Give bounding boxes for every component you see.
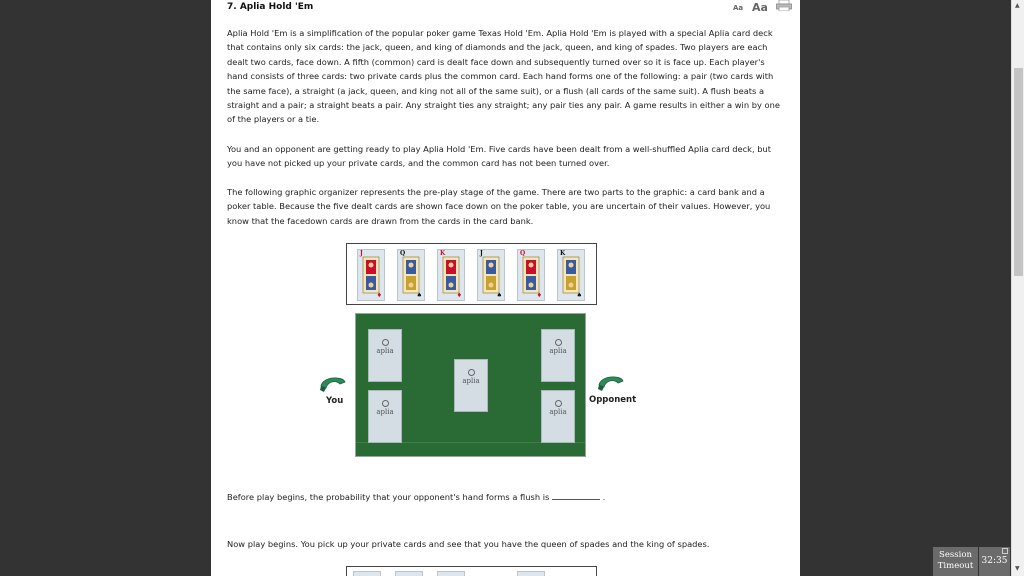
aplia-logo-icon xyxy=(382,339,389,346)
play-begins-paragraph: Now play begins. You pick up your private cards and see that you have the queen of spades and the king of spades. xyxy=(227,539,710,549)
card-rank: J xyxy=(480,250,483,257)
card-suit: ♠ xyxy=(416,292,422,299)
scroll-up-arrow-icon[interactable]: ▲ xyxy=(1015,2,1020,9)
bank-card xyxy=(397,249,425,301)
poker-table xyxy=(355,313,586,457)
session-label-line2: Timeout xyxy=(937,561,974,571)
card-bank-partial xyxy=(346,566,597,576)
card-suit: ♦ xyxy=(456,292,462,299)
card-face-icon xyxy=(522,256,540,294)
intro-paragraph: Aplia Hold 'Em is a simplification of the popular poker game Texas Hold 'Em. Aplia Hold 'Em is played with a special Aplia card deck that contains only six cards: the jack, queen, and king of diamonds and the jack, queen, and king of spades. Two players are each dealt two cards, face down. A fifth (common) card is dealt face down and subsequently turned over so it is face up. Each player's hand consists of three cards: two private cards plus the common card. Each hand forms one of the following: a pair (two cards with the same face), a straight (a jack, queen, and king not all of the same suit), or a flush (all cards of the same suit). A flush beats a straight and a pair; a straight beats a pair. Any straight ties any straight; any pair ties any pair. A game results in either a win by one of the players or a tie. xyxy=(227,28,780,125)
session-timer xyxy=(979,547,1010,576)
bank-card xyxy=(477,249,505,301)
card-logo: aplia xyxy=(462,377,480,385)
opponent-card-1 xyxy=(541,329,575,382)
print-icon[interactable] xyxy=(776,0,792,11)
card-rank: K xyxy=(440,250,446,257)
bank-card xyxy=(437,249,465,301)
vertical-scrollbar[interactable] xyxy=(1011,0,1024,576)
session-label-line1: Session xyxy=(939,550,972,560)
bank-card-partial xyxy=(353,571,381,576)
aplia-logo-icon xyxy=(555,400,562,407)
opponent-label: Opponent xyxy=(589,395,637,405)
scroll-thumb[interactable] xyxy=(1014,68,1023,276)
card-logo: aplia xyxy=(376,408,394,416)
card-face-icon xyxy=(482,256,500,294)
session-timeout-label xyxy=(933,547,978,576)
card-suit: ♠ xyxy=(496,292,502,299)
card-logo: aplia xyxy=(549,408,567,416)
visor-icon xyxy=(318,372,348,396)
scroll-down-arrow-icon[interactable]: ▼ xyxy=(1015,565,1020,572)
aplia-logo-icon xyxy=(382,400,389,407)
probability-answer-blank[interactable] xyxy=(552,491,600,500)
card-face-icon xyxy=(402,256,420,294)
your-card-2 xyxy=(368,390,402,443)
question-title: 7. Aplia Hold 'Em xyxy=(227,2,314,12)
card-face-icon xyxy=(442,256,460,294)
bank-card xyxy=(557,249,585,301)
timer-value: 32:35 xyxy=(981,556,1008,566)
bank-card xyxy=(517,249,545,301)
your-card-1 xyxy=(368,329,402,382)
flush-probability-question xyxy=(227,490,785,504)
you-label: You xyxy=(326,396,344,406)
increase-font-button[interactable]: Aa xyxy=(752,1,768,14)
card-face-icon xyxy=(562,256,580,294)
bank-card-partial xyxy=(437,571,465,576)
bank-card-partial xyxy=(395,571,423,576)
card-rank: J xyxy=(360,250,363,257)
decrease-font-button[interactable]: Aa xyxy=(733,4,744,12)
common-card xyxy=(454,359,488,412)
aplia-logo-icon xyxy=(468,369,475,376)
card-rank: K xyxy=(560,250,566,257)
card-bank xyxy=(346,243,597,305)
bank-card-partial xyxy=(517,571,545,576)
card-suit: ♠ xyxy=(576,292,582,299)
card-rank: Q xyxy=(400,250,406,257)
graphic-paragraph: The following graphic organizer represents the pre-play stage of the game. There are two parts to the graphic: a card bank and a poker table. Because the five dealt cards are shown face down on the poker table, you are uncertain of their values. However, you know that the facedown cards are drawn from the cards in the card bank. xyxy=(227,187,771,226)
question-text: Before play begins, the probability that your opponent's hand forms a flush is xyxy=(227,492,550,502)
aplia-logo-icon xyxy=(555,339,562,346)
card-suit: ♦ xyxy=(376,292,382,299)
card-suit: ♦ xyxy=(536,292,542,299)
minimize-timer-icon[interactable] xyxy=(1002,548,1008,554)
opponent-card-2 xyxy=(541,390,575,443)
card-logo: aplia xyxy=(549,347,567,355)
card-rank: Q xyxy=(520,250,526,257)
card-face-icon xyxy=(362,256,380,294)
bank-card xyxy=(357,249,385,301)
visor-icon xyxy=(596,371,626,395)
setup-paragraph: You and an opponent are getting ready to play Aplia Hold 'Em. Five cards have been dealt from a well-shuffled Aplia card deck, but you have not picked up your private cards, and the common card has not been turned over. xyxy=(227,144,772,169)
question-period: . xyxy=(602,492,606,502)
card-logo: aplia xyxy=(376,347,394,355)
question-page xyxy=(211,0,800,576)
